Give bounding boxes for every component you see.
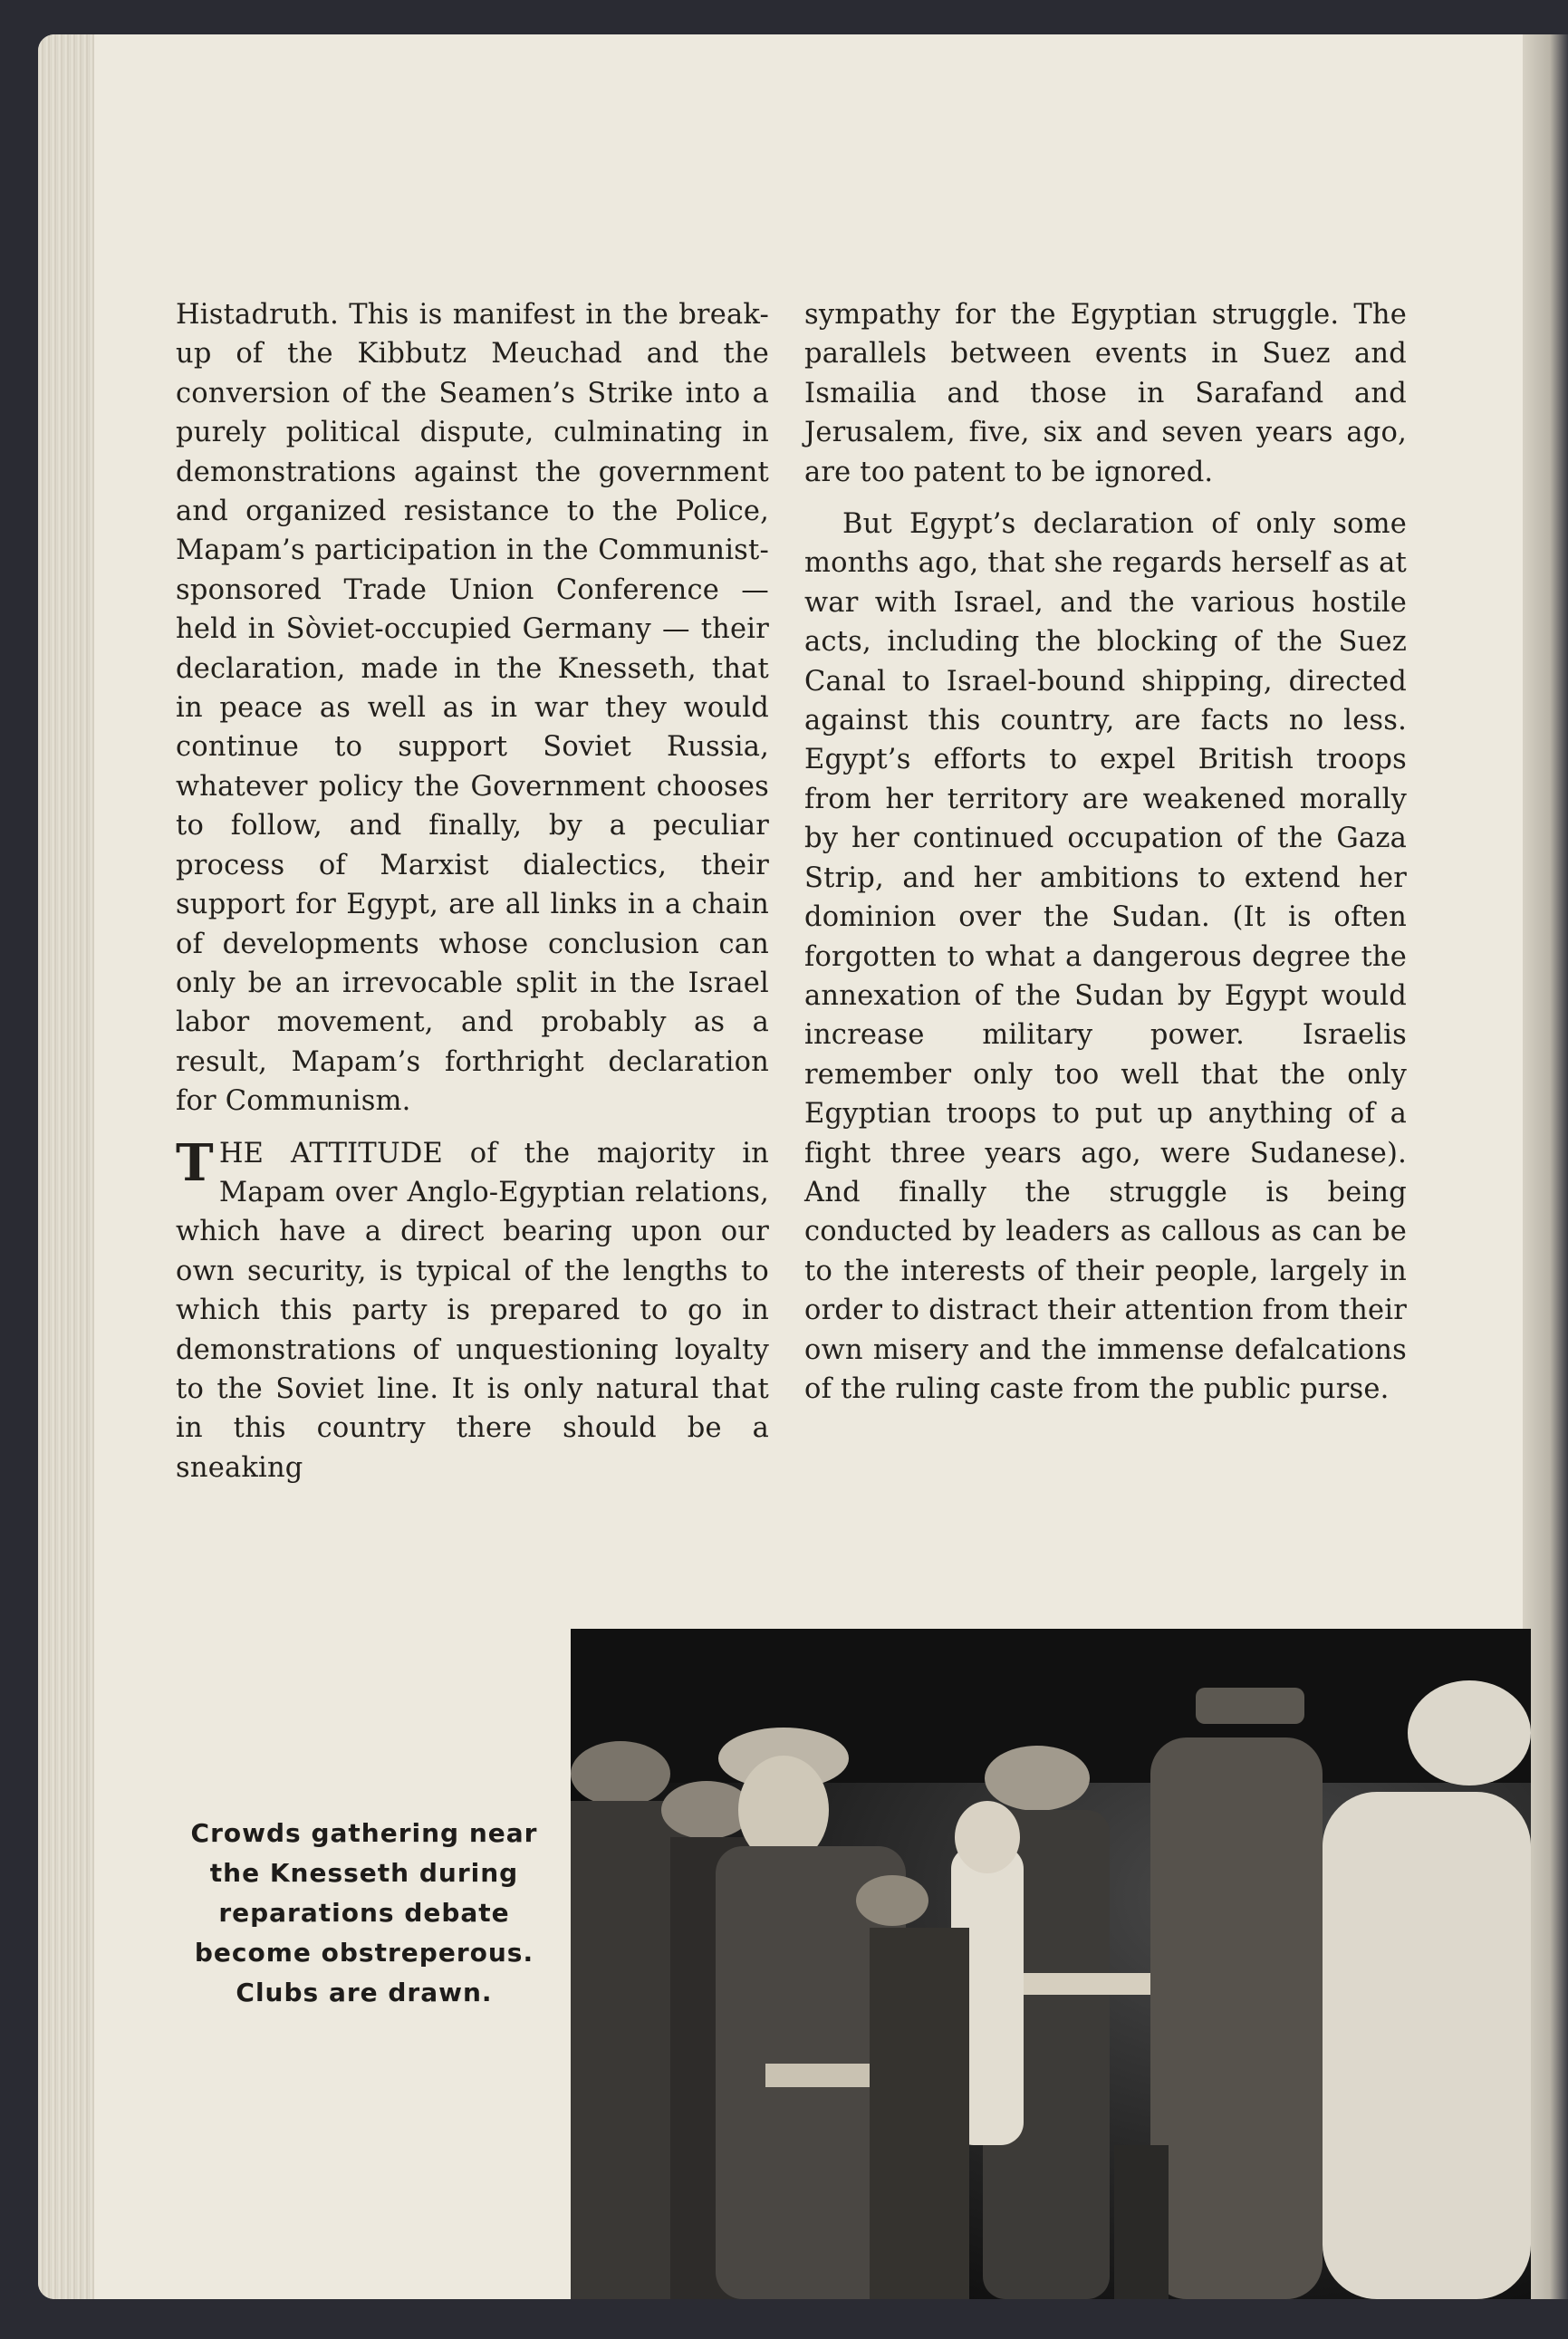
paragraph: Histadruth. This is manifest in the break-up of the Kibbutz Meuchad and the conversion of the Seamen’s Strike into a purely political dispute, culminating in demonstrations against the government and organized resistance to the Police, Mapam’s participation in the Communist-sponsored Trade Union Conference — held in Sòviet-occupied Germany — their declaration, made in the Knesseth, that in peace as well as in war they would continue to support Soviet Russia, whatever policy the Government chooses to follow, and finally, by a peculiar process of Marxist dialectics, their support for Egypt, are all links in a chain of developments whose conclusion can only be an irrevocable split in the Israel labor movement, and probably as a result, Mapam’s forthright declaration for Communism. [176, 299, 769, 1118]
paragraph: sympathy for the Egyptian struggle. The parallels between events in Suez and Ismailia and those in Sarafand and Jerusalem, five, six and seven years ago, are too patent to be ignored. [804, 299, 1407, 488]
crowd-photo-illustration [571, 1629, 1531, 2299]
crowd-photo [571, 1629, 1531, 2299]
paragraph-text: HE ATTITUDE of the majority in Mapam over Anglo-Egyptian relations, which have a direct bearing upon our own security, is typical of the lengths to which this party is prepared to go in demonstrations of unquestioning loyalty to the Soviet line. It is only natural that in this country there should be a sneaking [176, 1137, 769, 1484]
photo-caption: Crowds gathering near the Knesseth during reparations debate become obstreperous. Clubs are drawn. [190, 1818, 538, 2007]
paragraph: But Egypt’s declaration of only some months ago, that she regards herself as at war with Israel, and the various hostile acts, including the blocking of the Suez Canal to Israel-bound shipping, directed against this country, are facts no less. Egypt’s efforts to expel British troops from her territory are weakened morally by her continued occupation of the Gaza Strip, and her ambitions to extend her dominion over the Sudan. (It is often forgotten to what a dangerous degree the annexation of the Sudan by Egypt would increase military power. Israelis remember only too well that the only Egyptian troops to put up anything of a fight three years ago, were Sudanese). And finally the struggle is being conducted by leaders as callous as can be to the interests of their people, largely in order to distract their attention from their own misery and the immense defalcations of the ruling caste from the public purse. [804, 508, 1407, 1405]
drop-cap: T [176, 1132, 214, 1193]
left-column [176, 295, 769, 1500]
book-page [38, 34, 1568, 2299]
page-edges [38, 34, 94, 2299]
right-column [804, 295, 1407, 1421]
section-paragraph [176, 1134, 769, 1488]
